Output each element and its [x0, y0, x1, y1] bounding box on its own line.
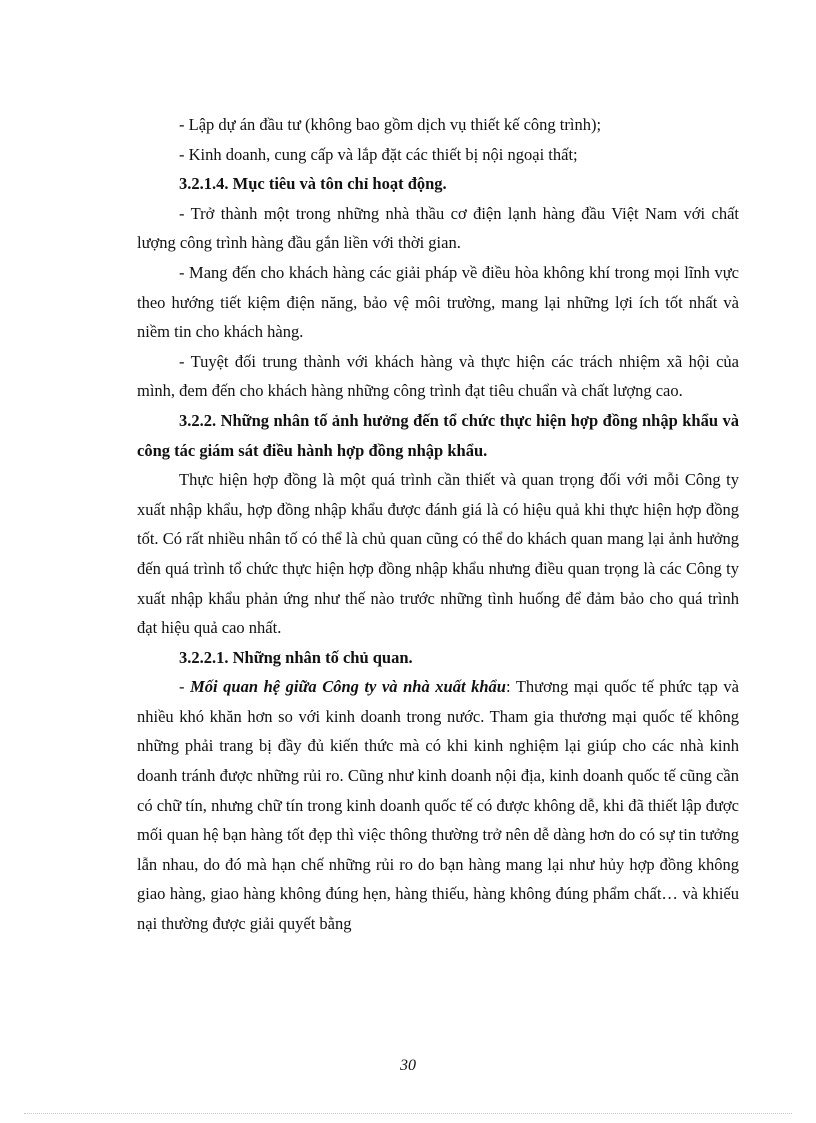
- paragraph-text: : Thương mại quốc tế phức tạp và nhiều khó khăn hơn so với kinh doanh trong nước. Tham gia thương mại quốc tế không những phải trang bị đầy đủ kiến thức mà có khi kinh nghiệm lại giúp cho các nhà kinh doanh tránh được những rủi ro. Cũng như kinh doanh nội địa, kinh doanh quốc tế cũng cần có chữ tín, nhưng chữ tín trong kinh doanh quốc tế có được không dễ, khi đã thiết lập được mối quan hệ bạn hàng tốt đẹp thì việc thông thường trở nên dễ dàng hơn do có sự tin tưởng lẫn nhau, do đó mà hạn chế những rủi ro do bạn hàng mang lại như hủy hợp đồng không giao hàng, giao hàng không đúng hẹn, hàng thiếu, hàng không đúng phẩm chất… và khiếu nại thường được giải quyết bằng: [137, 677, 739, 934]
- body-paragraph: Thực hiện hợp đồng là một quá trình cần thiết và quan trọng đối với mỗi Công ty xuất nhập khẩu, hợp đồng nhập khẩu được đánh giá là có hiệu quả khi thực hiện hợp đồng tốt. Có rất nhiều nhân tố có thể là chủ quan cũng có thể do khách quan mang lại ảnh hưởng đến quá trình tổ chức thực hiện hợp đồng nhập khẩu nhưng điều quan trọng là các Công ty xuất nhập khẩu phản ứng như thế nào trước những tình huống để đảm bảo cho quá trình đạt hiệu quả cao nhất.: [137, 470, 739, 638]
- body-paragraph: [137, 672, 739, 938]
- footer-divider: [24, 1113, 792, 1114]
- bullet-paragraph: - Lập dự án đầu tư (không bao gồm dịch vụ thiết kế công trình);: [179, 115, 602, 134]
- bullet-paragraph: - Kinh doanh, cung cấp và lắp đặt các thiết bị nội ngoại thất;: [179, 144, 578, 164]
- section-heading: 3.2.2.1. Những nhân tố chủ quan.: [179, 647, 413, 667]
- section-heading: 3.2.1.4. Mục tiêu và tôn chỉ hoạt động.: [179, 174, 447, 194]
- emphasis-text: Mối quan hệ giữa Công ty và nhà xuất khẩu: [190, 677, 506, 697]
- bullet-paragraph: - Tuyệt đối trung thành với khách hàng và thực hiện các trách nhiệm xã hội của mình, đem đến cho khách hàng những công trình đạt tiêu chuẩn và chất lượng cao.: [137, 351, 739, 401]
- bullet-paragraph: - Trở thành một trong những nhà thầu cơ điện lạnh hàng đầu Việt Nam với chất lượng công trình hàng đầu gắn liền với thời gian.: [137, 203, 739, 253]
- section-heading: 3.2.2. Những nhân tố ảnh hưởng đến tổ chức thực hiện hợp đồng nhập khẩu và công tác giám sát điều hành hợp đồng nhập khẩu.: [137, 410, 739, 460]
- bullet-paragraph: - Mang đến cho khách hàng các giải pháp về điều hòa không khí trong mọi lĩnh vực theo hướng tiết kiệm điện năng, bảo vệ môi trường, mang lại những lợi ích tốt nhất và niềm tin cho khách hàng.: [137, 262, 739, 342]
- page-number: 30: [400, 1057, 416, 1074]
- page-body: [137, 110, 739, 939]
- paragraph-prefix: -: [179, 677, 191, 697]
